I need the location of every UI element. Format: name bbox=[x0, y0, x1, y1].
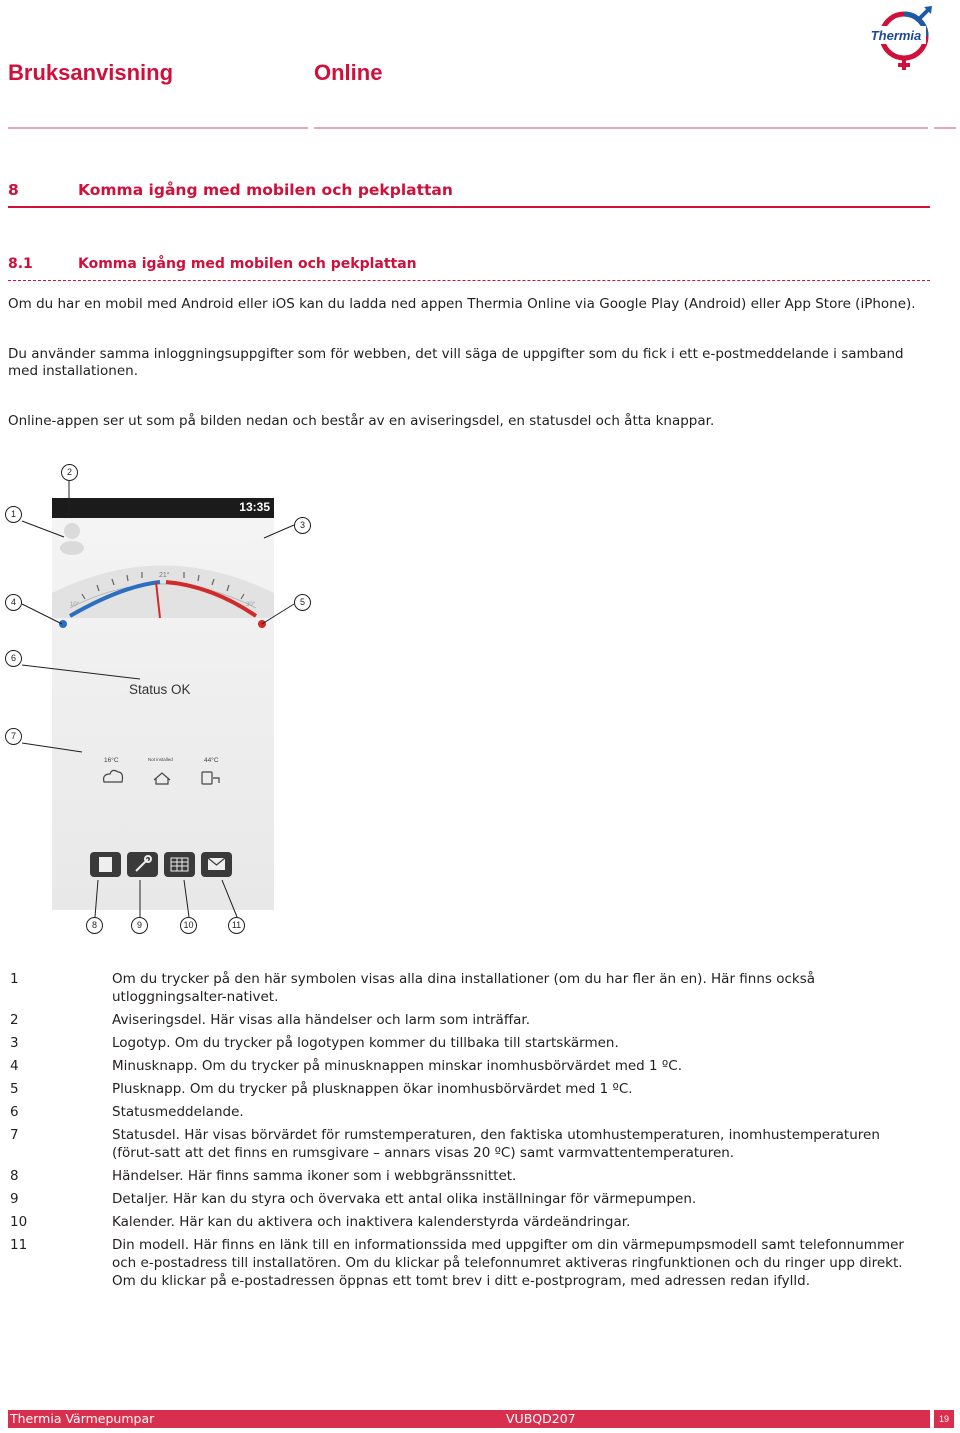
thermia-logo bbox=[864, 4, 936, 72]
legend-text: Minusknapp. Om du trycker på minusknappen minskar inomhusbörvärdet med 1 ºC. bbox=[112, 1058, 682, 1074]
legend-list bbox=[10, 970, 930, 1295]
header-subtitle: Online bbox=[314, 60, 383, 85]
legend-text: Logotyp. Om du trycker på logotypen kommer du tillbaka till startskärmen. bbox=[112, 1035, 619, 1051]
callout-2: 2 bbox=[61, 464, 78, 481]
svg-text:Thermia: Thermia bbox=[870, 28, 922, 43]
legend-number: 2 bbox=[10, 1012, 19, 1028]
header-title: Bruksanvisning bbox=[8, 60, 174, 85]
callout-3: 3 bbox=[294, 517, 311, 534]
envelope-icon bbox=[208, 858, 225, 870]
legend-item bbox=[10, 1080, 930, 1098]
page-number: 19 bbox=[934, 1410, 954, 1428]
status-message: Status OK bbox=[129, 682, 191, 697]
callout-6: 6 bbox=[5, 650, 22, 667]
app-screenshot bbox=[52, 498, 274, 910]
callout-9: 9 bbox=[131, 917, 148, 934]
legend-number: 11 bbox=[10, 1237, 28, 1253]
callout-10: 10 bbox=[180, 917, 197, 934]
legend-item bbox=[10, 1126, 930, 1162]
header-rule-left bbox=[8, 127, 308, 129]
paragraph-1: Om du har en mobil med Android eller iOS kan du ladda ned appen Thermia Online via Google Play (Android) eller App Store (iPhone). bbox=[8, 296, 916, 312]
calendar-button[interactable] bbox=[164, 852, 195, 877]
legend-number: 3 bbox=[10, 1035, 19, 1051]
legend-text: Statusmeddelande. bbox=[112, 1104, 244, 1120]
gauge-setpoint-label: 21° bbox=[159, 572, 170, 579]
legend-text: Om du trycker på den här symbolen visas alla dina installationer (om du har fler än en). Här finns också utloggningsalter-nativet. bbox=[112, 971, 816, 1005]
gauge-min-label: 10° bbox=[70, 602, 80, 608]
status-bar-clock: 13:35 bbox=[239, 500, 270, 514]
callout-4: 4 bbox=[5, 594, 22, 611]
legend-text: Aviseringsdel. Här visas alla händelser och larm som inträffar. bbox=[112, 1012, 530, 1028]
callout-11: 11 bbox=[228, 917, 245, 934]
legend-number: 8 bbox=[10, 1168, 19, 1184]
app-screen-graphics bbox=[52, 498, 274, 910]
header-rule-right bbox=[314, 127, 928, 129]
legend-text: Detaljer. Här kan du styra och övervaka ett antal olika inställningar för värmepumpen. bbox=[112, 1191, 697, 1207]
legend-text: Händelser. Här finns samma ikoner som i webbgränssnittet. bbox=[112, 1168, 517, 1184]
legend-number: 10 bbox=[10, 1214, 28, 1230]
gauge-max-label: 30° bbox=[246, 602, 256, 608]
callout-5: 5 bbox=[294, 594, 311, 611]
legend-item bbox=[10, 1057, 930, 1075]
footer-bar bbox=[8, 1410, 930, 1428]
legend-item bbox=[10, 970, 930, 1006]
section-number: 8 bbox=[8, 181, 19, 199]
legend-text: Statusdel. Här visas börvärdet för rumstemperaturen, den faktiska utomhustemperaturen, inomhustemperaturen (förut-satt att det finns en rumsgivare – annars visas 20 ºC) samt varmvattentemperaturen. bbox=[112, 1127, 880, 1161]
footer-company: Thermia Värmepumpar bbox=[10, 1411, 155, 1426]
callout-1: 1 bbox=[5, 506, 22, 523]
legend-number: 5 bbox=[10, 1081, 19, 1097]
section-rule bbox=[8, 206, 930, 208]
legend-number: 6 bbox=[10, 1104, 19, 1120]
legend-item bbox=[10, 1190, 930, 1208]
plus-button[interactable] bbox=[258, 620, 266, 628]
legend-item bbox=[10, 1011, 930, 1029]
document-icon bbox=[99, 857, 112, 872]
legend-number: 4 bbox=[10, 1058, 19, 1074]
subsection-rule bbox=[8, 280, 930, 281]
outdoor-temp: 16°C bbox=[104, 757, 119, 764]
legend-number: 7 bbox=[10, 1127, 19, 1143]
subsection-heading bbox=[8, 256, 417, 272]
legend-item bbox=[10, 1213, 930, 1231]
paragraph-2: Du använder samma inloggningsuppgifter som för webben, det vill säga de uppgifter som du fick i ett e-postmeddelande i samband med installationen. bbox=[8, 346, 904, 379]
paragraph-3: Online-appen ser ut som på bilden nedan och består av en aviseringsdel, en statusdel och åtta knappar. bbox=[8, 413, 715, 429]
legend-item bbox=[10, 1236, 930, 1290]
subsection-title: Komma igång med mobilen och pekplattan bbox=[78, 256, 417, 272]
legend-number: 9 bbox=[10, 1191, 19, 1207]
legend-item bbox=[10, 1103, 930, 1121]
header-rule-page bbox=[934, 127, 956, 129]
section-title: Komma igång med mobilen och pekplattan bbox=[78, 181, 453, 199]
hot-water-temp: 44°C bbox=[204, 757, 219, 764]
callout-8: 8 bbox=[86, 917, 103, 934]
legend-text: Din modell. Här finns en länk till en informationssida med uppgifter om din värmepumpsmodell samt telefonnummer och e-postadress till installatören. Om du klickar på telefonnumret aktiveras ringfunktionen och du ringer upp direkt. Om du klickar på e-postadressen öppnas ett tomt brev i ditt e-postprogram, med adressen redan ifylld. bbox=[112, 1237, 904, 1289]
footer-doc-code: VUBQD207 bbox=[506, 1411, 576, 1426]
subsection-number: 8.1 bbox=[8, 256, 33, 272]
room-sensor-status: Not installed bbox=[148, 757, 173, 762]
legend-text: Plusknapp. Om du trycker på plusknappen ökar inomhusbörvärdet med 1 ºC. bbox=[112, 1081, 633, 1097]
minus-button[interactable] bbox=[59, 620, 67, 628]
legend-item bbox=[10, 1034, 930, 1052]
legend-number: 1 bbox=[10, 971, 19, 987]
callout-7: 7 bbox=[5, 728, 22, 745]
legend-text: Kalender. Här kan du aktivera och inaktivera kalenderstyrda värdeändringar. bbox=[112, 1214, 631, 1230]
section-heading bbox=[8, 181, 453, 199]
legend-item bbox=[10, 1167, 930, 1185]
